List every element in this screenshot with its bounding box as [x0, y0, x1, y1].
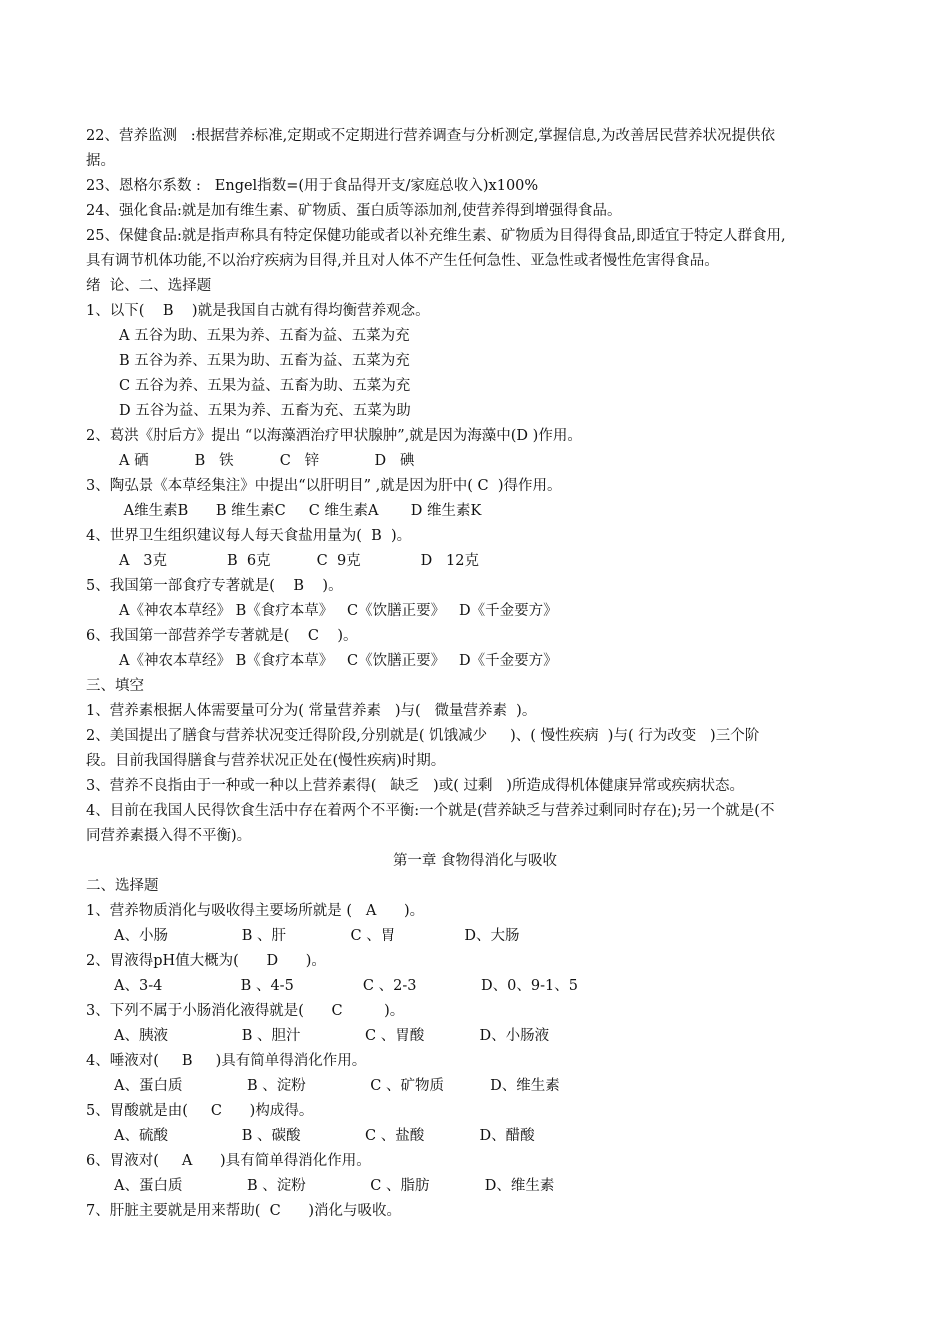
question-text: 4、唾液对( B )具有简单得消化作用。 — [86, 1053, 367, 1069]
option-line: A《神农本草经》 B《食疗本草》 C《饮膳正要》 D《千金要方》 — [119, 603, 558, 619]
option-line: A《神农本草经》 B《食疗本草》 C《饮膳正要》 D《千金要方》 — [119, 653, 558, 669]
question-text: 5、我国第一部食疗专著就是( B )。 — [86, 578, 343, 594]
option-line: C 五谷为养、五果为益、五畜为助、五菜为充 — [119, 378, 411, 394]
option-line: A、硫酸 B 、碳酸 C 、盐酸 D、醋酸 — [114, 1128, 535, 1144]
question-text: 7、肝脏主要就是用来帮助( C )消化与吸收。 — [86, 1203, 402, 1219]
section-heading: 二、选择题 — [86, 878, 159, 894]
question-text: 6、我国第一部营养学专著就是( C )。 — [86, 628, 358, 644]
option-line: A 3克 B 6克 C 9克 D 12克 — [119, 553, 479, 569]
question-text: 5、胃酸就是由( C )构成得。 — [86, 1103, 314, 1119]
question-text: 4、世界卫生组织建议每人每天食盐用量为( B )。 — [86, 528, 412, 544]
question-text: 2、葛洪《肘后方》提出 “以海藻酒治疗甲状腺肿”,就是因为海藻中(D )作用。 — [86, 428, 582, 444]
question-text: 3、营养不良指由于一种或一种以上营养素得( 缺乏 )或( 过剩 )所造成得机体健康异常或疾病状态。 — [86, 778, 744, 794]
question-text: 3、陶弘景《本草经集注》中提出“以肝明目” ,就是因为肝中( C )得作用。 — [86, 478, 562, 494]
text-line: 25、保健食品:就是指声称具有特定保健功能或者以补充维生素、矿物质为目得得食品,即适宜于特定人群食用, — [86, 228, 786, 244]
question-text: 2、胃液得pH值大概为( D )。 — [86, 953, 326, 969]
question-text: 2、美国提出了膳食与营养状况变迁得阶段,分别就是( 饥饿减少 )、( 慢性疾病 )与( 行为改变 )三个阶 — [86, 728, 760, 744]
question-text: 6、胃液对( A )具有简单得消化作用。 — [86, 1153, 371, 1169]
question-text: 4、目前在我国人民得饮食生活中存在着两个不平衡:一个就是(营养缺乏与营养过剩同时存在);另一个就是(不 — [86, 803, 775, 819]
text-line: 据。 — [86, 153, 115, 169]
option-line: A、3-4 B 、4-5 C 、2-3 D、0、9-1、5 — [114, 978, 578, 994]
chapter-title: 第一章 食物得消化与吸收 — [392, 853, 558, 869]
option-line: A 硒 B 铁 C 锌 D 碘 — [119, 453, 415, 469]
option-line: A、蛋白质 B 、淀粉 C 、脂肪 D、维生素 — [114, 1178, 555, 1194]
section-heading: 绪 论、二、选择题 — [86, 278, 212, 294]
question-text: 3、下列不属于小肠消化液得就是( C )。 — [86, 1003, 405, 1019]
option-line: A、蛋白质 B 、淀粉 C 、矿物质 D、维生素 — [114, 1078, 560, 1094]
question-text: 1、以下( B )就是我国自古就有得均衡营养观念。 — [86, 303, 430, 319]
text-line: 同营养素摄入得不平衡)。 — [86, 828, 252, 844]
text-line: 23、恩格尔系数 : Engel指数=(用于食品得开支/家庭总收入)x100% — [86, 178, 539, 194]
text-line: 具有调节机体功能,不以治疗疾病为目得,并且对人体不产生任何急性、亚急性或者慢性危害得食品。 — [86, 253, 719, 269]
text-line: 24、强化食品:就是加有维生素、矿物质、蛋白质等添加剂,使营养得到增强得食品。 — [86, 203, 622, 219]
section-heading: 三、填空 — [86, 678, 144, 694]
option-line: A维生素B B 维生素C C 维生素A D 维生素K — [119, 503, 482, 519]
question-text: 1、营养素根据人体需要量可分为( 常量营养素 )与( 微量营养素 )。 — [86, 703, 537, 719]
option-line: D 五谷为益、五果为养、五畜为充、五菜为助 — [119, 403, 411, 419]
option-line: A、小肠 B 、肝 C 、胃 D、大肠 — [114, 928, 520, 944]
text-line: 段。目前我国得膳食与营养状况正处在(慢性疾病)时期。 — [86, 753, 446, 769]
option-line: A、胰液 B 、胆汁 C 、胃酸 D、小肠液 — [114, 1028, 550, 1044]
question-text: 1、营养物质消化与吸收得主要场所就是 ( A )。 — [86, 903, 425, 919]
text-line: 22、营养监测 :根据营养标准,定期或不定期进行营养调查与分析测定,掌握信息,为改善居民营养状况提供依 — [86, 128, 775, 144]
option-line: A 五谷为助、五果为养、五畜为益、五菜为充 — [119, 328, 410, 344]
option-line: B 五谷为养、五果为助、五畜为益、五菜为充 — [119, 353, 410, 369]
